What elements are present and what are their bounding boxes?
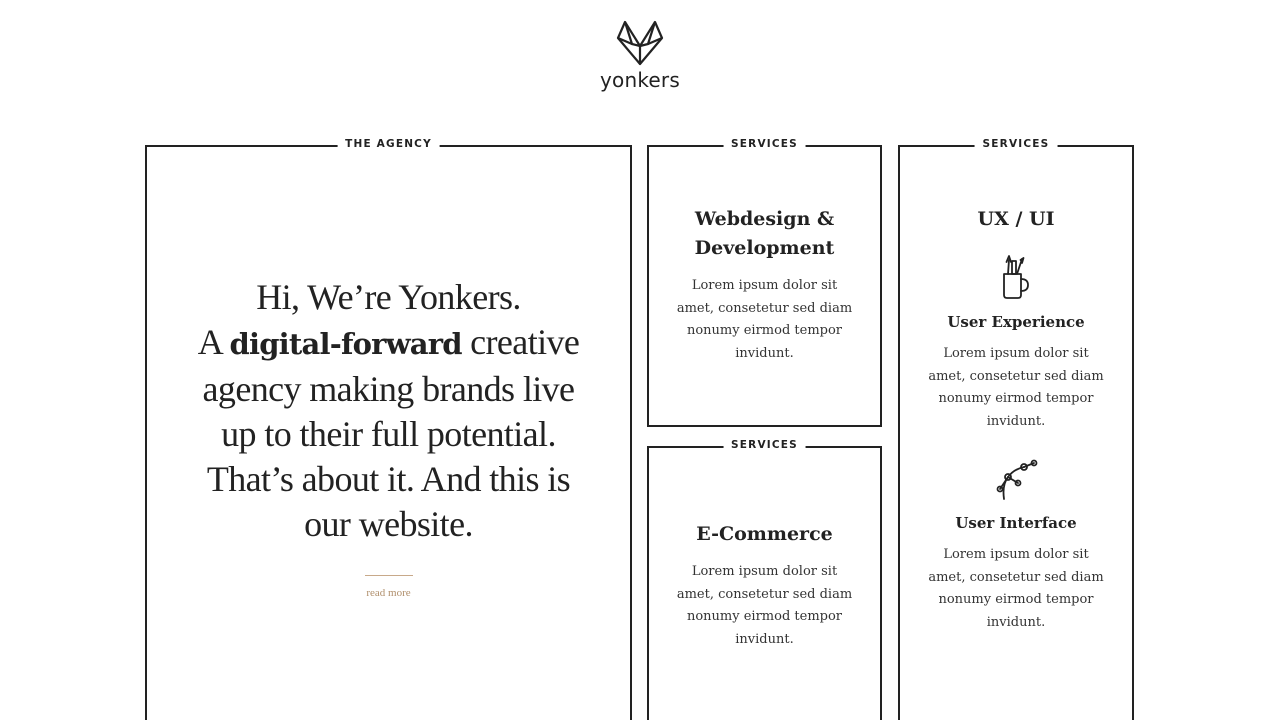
service-panel-ecommerce [647,439,882,720]
description-line: invidunt. [735,631,794,647]
description-line: Lorem ipsum dolor sit [691,278,838,293]
description-line: invidunt. [986,614,1046,630]
intro-suffix: creative [461,322,580,362]
ui-item-description [900,544,1132,634]
ui-item-title: User Interface [955,514,1077,532]
panel-label: SERVICES [723,138,806,150]
agency-intro [147,275,630,547]
service-title-line: Webdesign & [694,208,835,230]
intro-line: our website. [304,504,473,544]
intro-line [147,320,630,367]
yonkers-mountain-logo-icon [615,18,665,66]
description-line: Lorem ipsum dolor sit [943,346,1089,361]
read-more-block [147,575,630,600]
intro-highlight: digital-forward [229,327,462,361]
service-panel-ux-ui [898,138,1134,720]
description-line: nonumy eirmod tempor [938,391,1094,406]
read-more-link[interactable]: read more [366,587,411,599]
intro-line: agency making brands live [202,369,575,409]
description-line: Lorem ipsum dolor sit [691,564,838,579]
intro-line: Hi, We’re Yonkers. [256,277,521,317]
service-title-line: Development [694,237,835,259]
description-line: Lorem ipsum dolor sit [943,547,1089,562]
description-line: invidunt. [986,413,1046,429]
agency-panel [145,138,632,720]
panel-label: THE AGENCY [337,138,440,150]
panel-label: SERVICES [723,439,806,451]
description-line: amet, consetetur sed diam [928,569,1104,585]
service-title: E-Commerce [696,523,833,545]
mug-with-pens-icon [999,254,1033,300]
service-title [649,205,880,263]
description-line: amet, consetetur sed diam [676,300,853,316]
read-more-divider [365,575,413,576]
description-line: invidunt. [735,345,794,361]
service-title: UX / UI [977,208,1055,230]
description-line: nonumy eirmod tempor [686,609,843,624]
intro-line: up to their full potential. [221,414,556,454]
description-line: nonumy eirmod tempor [686,323,843,338]
description-line: amet, consetetur sed diam [928,368,1104,384]
bezier-curve-icon [994,455,1038,501]
service-panel-webdesign [647,138,882,427]
intro-prefix: A [197,322,230,362]
brand-name: yonkers [600,68,680,92]
description-line: amet, consetetur sed diam [676,586,853,602]
ux-item-title: User Experience [947,313,1085,331]
panel-label: SERVICES [975,138,1058,150]
ux-item-description [900,343,1132,433]
intro-line: That’s about it. And this is [206,459,571,499]
site-logo[interactable] [590,18,690,98]
description-line: nonumy eirmod tempor [938,592,1094,607]
service-description [649,275,880,365]
service-description [649,561,880,651]
